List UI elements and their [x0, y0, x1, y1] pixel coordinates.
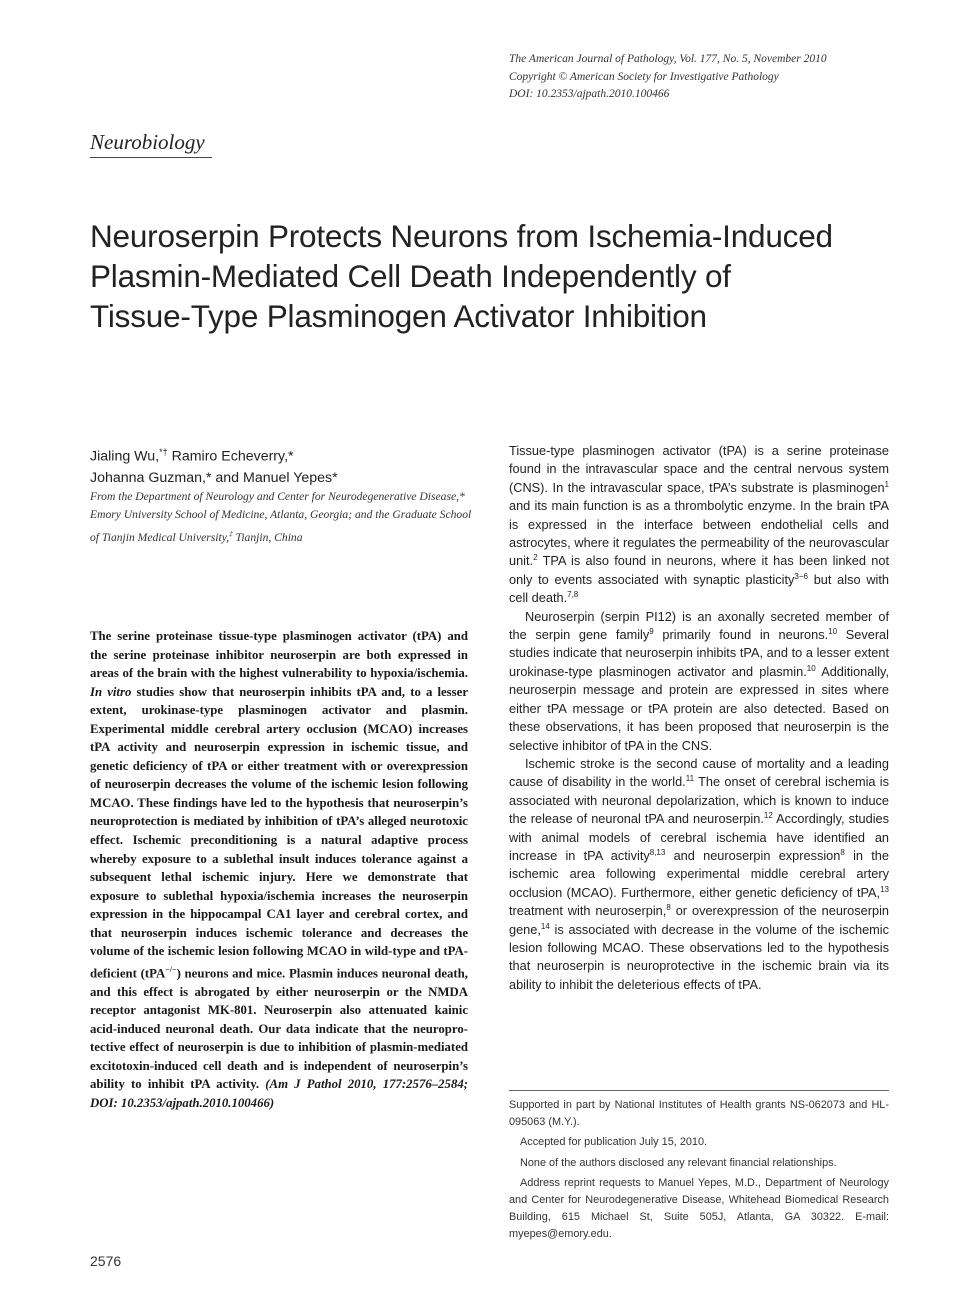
body-paragraph-2 [509, 608, 889, 755]
citation-mark: 8,13 [649, 847, 666, 857]
citation-mark: 1 [884, 479, 889, 489]
citation-mark: 8 [666, 902, 671, 912]
abstract-in-vitro: In vitro [90, 684, 132, 699]
p3-text: The onset of cerebral ischemia is associated with neuronal depolarization, which is known to induce the release of neuronal tPA and neuroserpin. [509, 774, 890, 827]
footnote-accepted: Accepted for publication July 15, 2010. [520, 1136, 708, 1149]
p1-text: Tissue-type plasminogen activator (tPA) is a serine proteinase found in the intravascular space and the central nervous system (CNS). In the intravascular space, tPA’s substrate is plasminogen [509, 443, 889, 495]
p2-text: Neuroserpin (serpin PI12) is an axonally secreted member of the serpin gene family [509, 608, 889, 643]
abstract-citation: (Am J Pathol 2010, 177:2576–2584; DOI: 10.2353/ajpath.2010.100466) [90, 1077, 468, 1110]
citation-mark: 13 [880, 884, 889, 894]
journal-copyright: Copyright © American Society for Investigative Pathology [509, 70, 779, 83]
abstract-genotype-sup: −/− [165, 964, 177, 974]
p3-text: is associated with decrease in the volume of the ischemic lesion following MCAO. These observations led to the hypothesis that neuroserpin is neuroprotective in the ischemic brain via its ability to inhibit the deleterious effects of tPA. [509, 921, 889, 992]
journal-citation: The American Journal of Pathology, Vol. 177, No. 5, November 2010 [509, 53, 827, 65]
footnote-support: Supported in part by National Institutes of Health grants NS-062073 and HL-095063 (M.Y.). [509, 1099, 889, 1129]
body-paragraph-1 [509, 442, 889, 608]
author-line-2: Johanna Guzman,* and Manuel Yepes* [90, 469, 338, 486]
affiliation [90, 488, 480, 547]
affiliation-mark: ‡ [229, 529, 233, 538]
citation-mark: 8 [840, 847, 845, 857]
citation-mark: 9 [649, 626, 654, 636]
p3-text: Accordingly, studies with animal models of cerebral ischemia have identified an increase in tPA activity [509, 811, 890, 863]
abstract-text-1: The serine proteinase tissue-type plasminogen activator (tPA) and the serine proteinase inhibitor neuroserpin are both expressed in areas of the brain with the highest vulnerability to hypoxia/ischemia. [90, 629, 468, 681]
section-underline [90, 157, 212, 158]
citation-mark: 10 [828, 626, 838, 636]
abstract [90, 627, 468, 1112]
author-wu-marks: *† [159, 447, 168, 457]
citation-mark: 10 [806, 663, 816, 673]
section-label: Neurobiology [90, 130, 205, 154]
abstract-text-2: studies show that neuroserpin inhibits tPA and, to a lesser extent, urokinase-type plasminogen activator and plasmin. Experimental middle cerebral artery occlusion (MCAO) increases tPA activity and neuroserpin expression in ischemic tissue, and genetic deficiency of tPA or either treatment with or overexpression of neuroserpin decreases the volume of the ischemic lesion following MCAO. These findings have led to the hypothesis that neuroserpin’s neuroprotection is mediated by inhibition of tPA’s alleged neurotoxic effect. Ischemic preconditioning is a natural adaptive process whereby exposure to a sublethal insult induces tolerance against a subsequent lethal ischemic injury. Here we demonstrate that exposure to sublethal hypoxia/ischemia increases the neuroserpin expression in the hippocampal CA1 layer and cerebral cortex, and that neuroserpin induces ischemic tolerance and decreases the volume of the ischemic lesion following MCAO in wild-type and tPA-deficient (tPA [90, 684, 468, 981]
affiliation-city: Tianjin, China [232, 530, 303, 544]
footnote-disclosure: None of the authors disclosed any relevant financial relationships. [520, 1156, 837, 1169]
journal-doi: DOI: 10.2353/ajpath.2010.100466 [509, 88, 670, 100]
p2-text: primarily found in neurons. [653, 627, 829, 643]
journal-header [509, 51, 949, 104]
citation-mark: 2 [533, 553, 538, 563]
p3-text: treatment with neuroserpin, [509, 903, 667, 919]
footnote-address: Address reprint requests to Manuel Yepes, M.D., Department of Neurology and Center for Neurodegenerative Disease, Whitehead Biomedical Research Building, 615 Michael St, Suite 505J, Atlanta, GA 30322. E-mail: myepes@emory.edu. [509, 1176, 889, 1241]
body-text [509, 442, 889, 994]
citation-mark: 7,8 [567, 590, 579, 599]
article-title [90, 216, 890, 336]
author-line-1 [90, 442, 480, 468]
author-wu: Jialing Wu, [90, 448, 160, 465]
p3-text: Ischemic stroke is the second cause of mortality and a leading cause of disability in the world. [509, 755, 889, 790]
p1-text: and its main function is as a thrombolytic enzyme. In the brain tPA is expressed in the interface between endothelial cells and astrocytes, where it regulates the permeability of the neurovascular unit. [509, 498, 889, 569]
title-line-2: Plasmin-Mediated Cell Death Independently of [90, 258, 731, 294]
author-list [90, 442, 480, 489]
title-line-1: Neuroserpin Protects Neurons from Ischemia-Induced [90, 218, 833, 254]
footnote-divider [509, 1090, 889, 1091]
title-line-3: Tissue-Type Plasminogen Activator Inhibition [90, 298, 707, 334]
citation-mark: 14 [540, 921, 550, 931]
footnotes [509, 1097, 889, 1247]
p1-text: but also with cell death. [509, 571, 889, 606]
page-number: 2576 [90, 1253, 122, 1269]
body-paragraph-3 [509, 755, 889, 994]
p3-text: or overexpression of the neuroserpin gene, [509, 903, 889, 937]
citation-mark: 12 [763, 810, 773, 820]
citation-mark: 3−6 [794, 571, 808, 581]
author-echeverry: Ramiro Echeverry,* [167, 448, 294, 465]
p3-text: in the ischemic area following experimental middle cerebral artery occlusion (MCAO). Furthermore, either genetic deficiency of tPA, [509, 847, 889, 900]
p3-text: and neuroserpin expression [665, 847, 841, 863]
affiliation-text: From the Department of Neurology and Center for Neurodegenerative Disease,* Emory University School of Medicine, Atlanta, Georgia; and the Graduate School of Tianjin Medical University, [90, 490, 472, 544]
abstract-text-3: ) neurons and mice. Plasmin induces neuronal death, and this effect is abrogated by either neuroserpin or the NMDA receptor antagonist MK-801. Neuroserpin also attenuated kainic acid-induced neuronal death. Our data indicate that the neuroprotective effect of neuroserpin is due to inhibition of plasmin-mediated excitotoxin-induced cell death and is independent of neuroserpin’s ability to inhibit tPA activity. [90, 966, 468, 1092]
p1-text: TPA is also found in neurons, where it has been linked not only to events associated with synaptic plasticity [509, 553, 889, 587]
p2-text: Additionally, neuroserpin message and protein are expressed in sites where either tPA message or tPA protein are also detected. Based on these observations, it has been proposed that neuroserpin is the selective inhibitor of tPA in the CNS. [509, 663, 889, 753]
p2-text: Several studies indicate that neuroserpin inhibits tPA, and to a lesser extent urokinase-type plasminogen activator and plasmin. [509, 627, 889, 679]
citation-mark: 11 [685, 774, 695, 784]
